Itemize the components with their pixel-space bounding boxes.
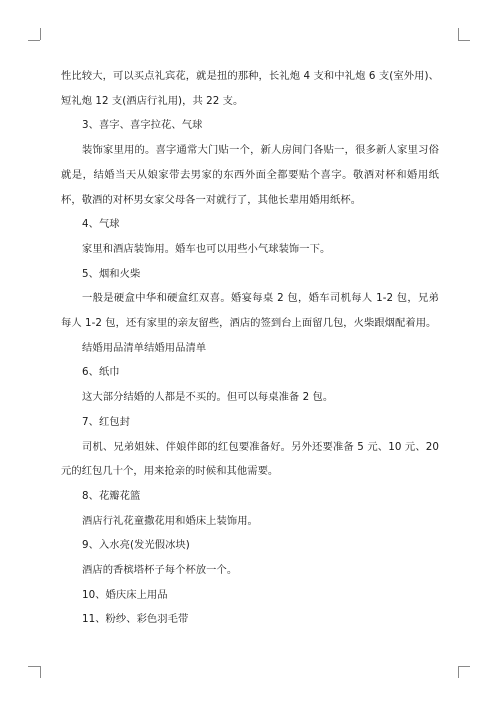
document-body [61,64,439,632]
corner-mark-top-right [458,28,459,40]
paragraph: 8、花瓣花篮 [82,489,141,502]
paragraph: 4、气球 [82,218,120,231]
paragraph: 家里和酒店装饰用。婚车也可以用些小气球装饰一下。 [82,242,331,255]
paragraph: 司机、兄弟姐妹、伴娘伴郎的红包要准备好。另外还要准备 5 元、10 元、20 元的红包几十个，用来抢亲的时候和其他需要。 [61,440,439,478]
corner-mark-top-left [28,40,40,41]
paragraph: 3、喜字、喜字拉花、气球 [82,119,203,132]
paragraph: 装饰家里用的。喜字通常大门贴一个，新人房间门各贴一，很多新人家里习俗就是，结婚当天从娘家带去男家的东西外面全都要贴个喜字。敬酒对杯和婚用纸杯，敬酒的对杯男女家父母各一对就行了，其他长辈用婚用纸杯。 [61,144,439,206]
paragraph: 性比较大，可以买点礼宾花，就是扭的那种，长礼炮 4 支和中礼炮 6 支(室外用)、短礼炮 12 支(酒店行礼用)，共 22 支。 [61,70,439,107]
paragraph: 11、粉纱、彩色羽毛带 [82,613,189,626]
paragraph: 酒店行礼花童撒花用和婚床上装饰用。 [82,514,258,527]
corner-mark-top-right [458,40,470,41]
paragraph: 酒店的香槟塔杯子每个杯放一个。 [82,564,238,577]
corner-mark-top-left [40,28,41,40]
paragraph: 一般是硬盒中华和硬盒红双喜。婚宴每桌 2 包，婚车司机每人 1-2 包，兄弟每人 1-2 包，还有家里的亲友留些，酒店的签到台上面留几包，火柴跟烟配着用。 [61,292,439,330]
paragraph: 5、烟和火柴 [82,267,141,280]
paragraph: 6、纸巾 [82,366,120,379]
paragraph: 这大部分结婚的人都是不买的。但可以每桌准备 2 包。 [82,391,334,404]
corner-mark-bottom-right [458,666,470,667]
corner-mark-bottom-left [28,666,40,667]
paragraph: 10、婚庆床上用品 [82,588,168,601]
corner-mark-bottom-right [458,666,459,678]
paragraph: 7、红包封 [82,415,130,428]
paragraph: 9、入水亮(发光假冰块) [82,539,190,552]
paragraph: 结婚用品清单结婚用品清单 [82,341,207,354]
corner-mark-bottom-left [40,666,41,678]
